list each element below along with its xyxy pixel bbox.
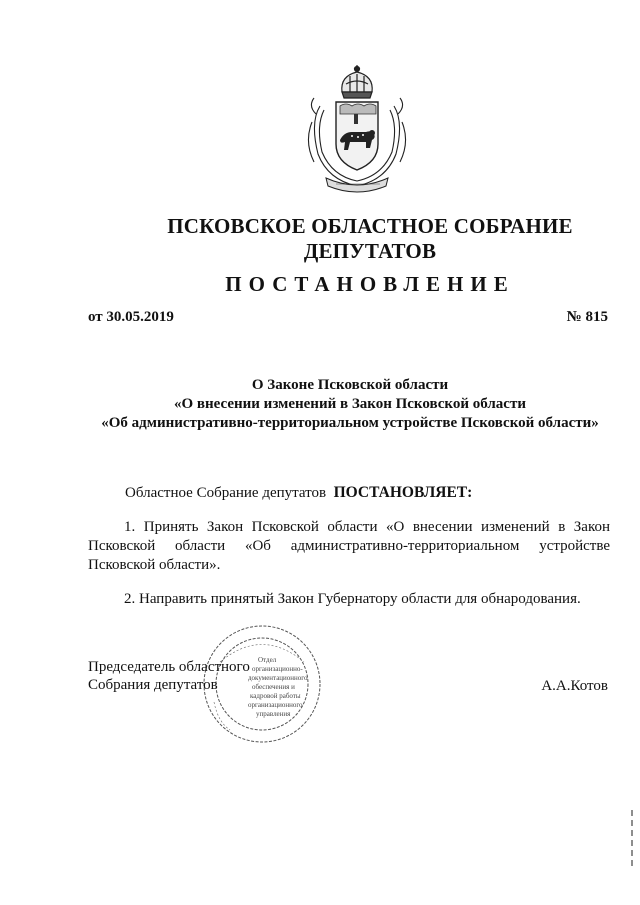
svg-text:обеспечения и: обеспечения и (252, 683, 295, 691)
svg-text:организационно-: организационно- (252, 665, 303, 673)
subject-line-3: «Об административно-территориальном устройстве Псковской области» (101, 415, 599, 431)
subject-line-2: «О внесении изменений в Закон Псковской области (174, 396, 526, 412)
svg-text:организационного: организационного (248, 701, 303, 709)
preamble-resolves: ПОСТАНОВЛЯЕТ: (333, 484, 473, 501)
signatory-title (88, 658, 250, 694)
svg-text:управления: управления (256, 710, 291, 718)
scan-margin-mark (630, 810, 634, 870)
resolution-item-2: 2. Направить принятый Закон Губернатору области для обнародования. (124, 591, 581, 607)
document-subject (80, 376, 620, 433)
preamble-text: Областное Собрание депутатов (125, 485, 327, 501)
document-date: от 30.05.2019 (88, 309, 174, 325)
signatory-title-line-2: Собрания депутатов (88, 677, 218, 693)
signatory-title-line-1: Председатель областного (88, 659, 250, 675)
coat-of-arms-icon (300, 62, 415, 197)
document-number: № 815 (566, 309, 608, 325)
svg-text:кадровой работы: кадровой работы (250, 692, 301, 700)
svg-text:документационного: документационного (248, 674, 308, 682)
document-type: ПОСТАНОВЛЕНИЕ (225, 272, 515, 296)
subject-line-1: О Законе Псковской области (251, 377, 449, 393)
signatory-name: А.А.Котов (541, 678, 608, 694)
resolution-item-1: 1. Принять Закон Псковской области «О внесении изменений в Закон Псковской области «Об административно-территориальном устройстве Псковской области». (88, 519, 610, 573)
preamble (125, 484, 472, 502)
svg-text:Отдел: Отдел (258, 656, 277, 664)
organization-title: ПСКОВСКОЕ ОБЛАСТНОЕ СОБРАНИЕ ДЕПУТАТОВ (167, 214, 573, 263)
